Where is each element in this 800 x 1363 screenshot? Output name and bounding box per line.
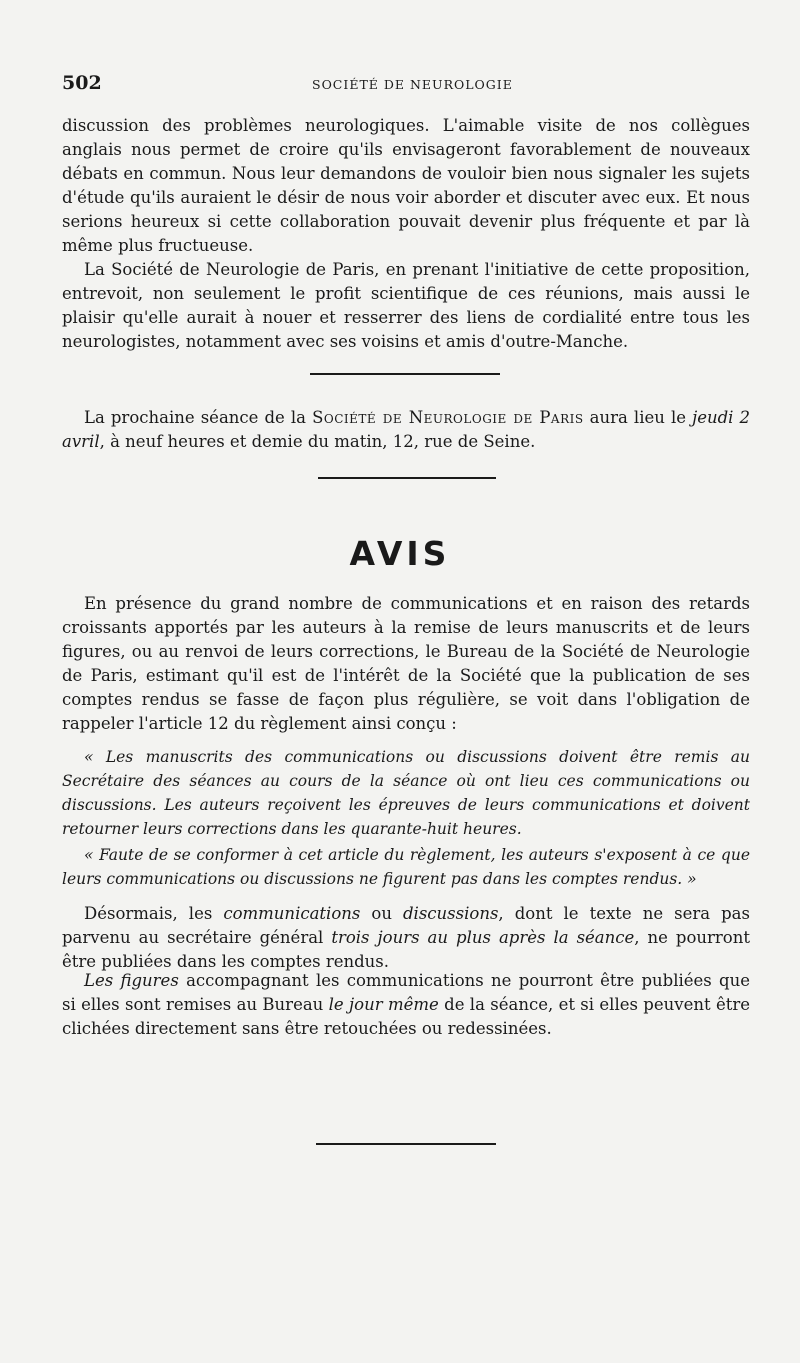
deadline-text-e: , dont le texte ne sera pas parvenu au secrétaire général bbox=[62, 904, 750, 947]
society-name: Société de Neurologie de Paris bbox=[312, 408, 584, 427]
deadline-text-g: , ne pourront être publiées dans les comptes rendus. bbox=[62, 928, 751, 971]
section-divider bbox=[310, 373, 500, 375]
announcement-suffix: , à neuf heures et demie du matin, 12, rue de Seine. bbox=[99, 432, 536, 451]
deadline-period: trois jours au plus après la séance bbox=[331, 928, 635, 947]
deadline-text-c: ou bbox=[360, 904, 403, 923]
page-number: 502 bbox=[62, 72, 102, 94]
paragraph-society-initiative: La Société de Neurologie de Paris, en prenant l'initiative de cette proposition, entrevoit, non seulement le profit scientifique de ces réunions, mais aussi le plaisir qu'elle aurait à nouer et resserrer des liens de cordialité entre tous les neurologistes, notamment avec ses voisins et amis d'outre-Manche. bbox=[62, 260, 750, 351]
avis-intro-paragraph: En présence du grand nombre de communications et en raison des retards croissants apportés par les auteurs à la remise de leurs manuscrits et de leurs figures, ou au renvoi de leurs corrections, le Bureau de la Société de Neurologie de Paris, estimant qu'il est de l'intérêt de la Société que la publication de ses comptes rendus se fasse de façon plus régulière, se voit dans l'obligation de rappeler l'article 12 du règlement ainsi conçu : bbox=[62, 594, 750, 733]
section-divider bbox=[318, 477, 496, 479]
avis-heading: AVIS bbox=[349, 534, 451, 573]
figures-same-day: le jour même bbox=[328, 995, 439, 1014]
figures-term: Les figures bbox=[84, 971, 179, 990]
deadline-text-a: Désormais, les bbox=[84, 904, 224, 923]
figures-text-b: accompagnant les communications ne pourront être publiées que si elles sont remises au Bureau bbox=[62, 971, 750, 1014]
article-quote-manuscripts: « Les manuscrits des communications ou discussions doivent être remis au Secrétaire des séances au cours de la séance où ont lieu ces communications ou discussions. Les auteurs reçoivent les épreuves de leurs communications et doivent retourner leurs corrections dans les quarante-huit heures. bbox=[62, 748, 750, 838]
end-divider bbox=[316, 1143, 496, 1145]
announcement-prefix: La prochaine séance de la bbox=[84, 408, 313, 427]
next-meeting-announcement bbox=[62, 406, 750, 454]
announcement-middle: aura lieu le bbox=[583, 408, 693, 427]
article-quote-penalty: « Faute de se conformer à cet article du règlement, les auteurs s'exposent à ce que leurs communications ou discussions ne figurent pas dans les comptes rendus. » bbox=[62, 846, 750, 888]
page-header bbox=[62, 72, 742, 96]
paragraph-figures bbox=[62, 969, 750, 1041]
figures-text-d: de la séance, et si elles peuvent être clichées directement sans être retouchées ou redessinées. bbox=[62, 995, 750, 1038]
paragraph-collaboration: discussion des problèmes neurologiques. L'aimable visite de nos collègues anglais nous permet de croire qu'ils envisageront favorablement de nouveaux débats en commun. Nous leur demandons de vouloir bien nous signaler les sujets d'étude qu'ils auraient le désir de nous voir aborder et discuter avec eux. Et nous serions heureux si cette collaboration pouvait devenir plus fréquente et par là même plus fructueuse. bbox=[62, 116, 750, 255]
meeting-date: jeudi 2 avril bbox=[62, 408, 751, 451]
deadline-communications: communications bbox=[223, 904, 361, 923]
paragraph-deadline bbox=[62, 902, 750, 974]
running-head: SOCIÉTÉ DE NEUROLOGIE bbox=[312, 77, 513, 92]
deadline-discussions: discussions bbox=[403, 904, 499, 923]
